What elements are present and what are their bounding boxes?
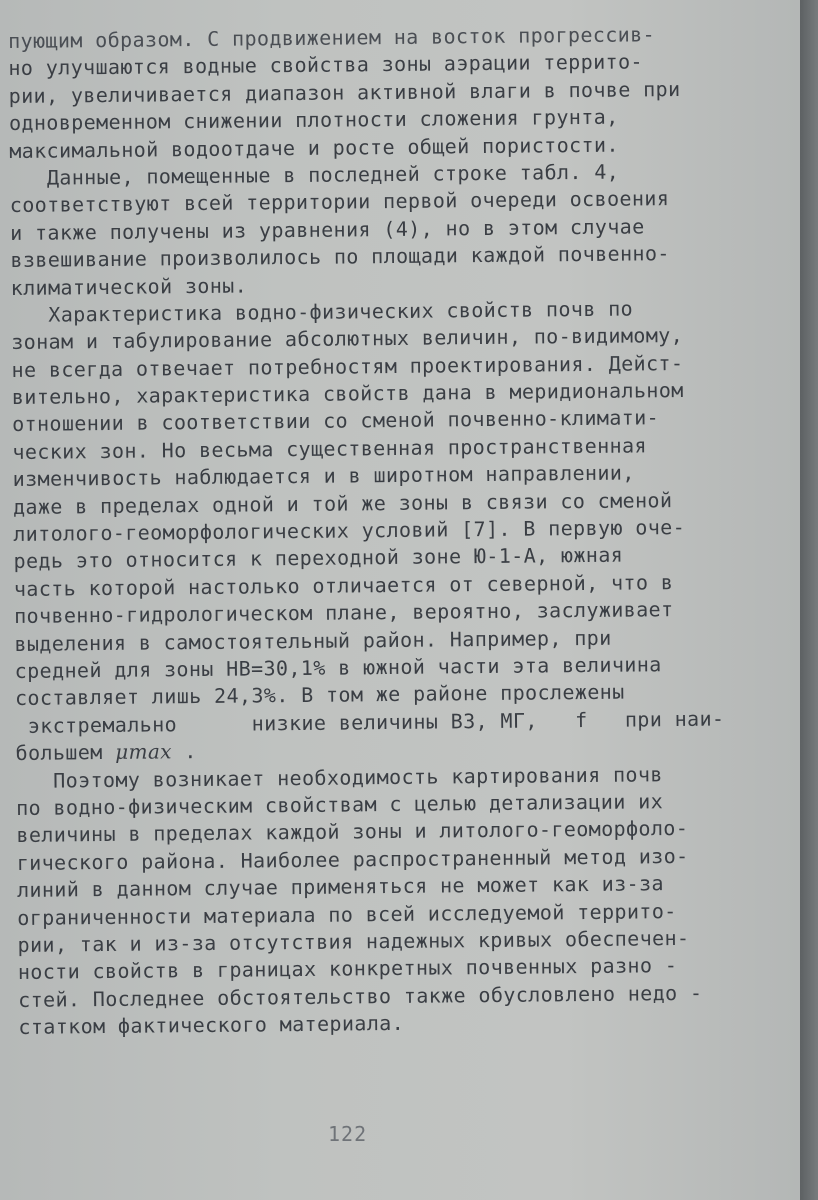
- paragraph-3: [11, 294, 736, 767]
- text-line: отношении в соответствии со сменой почвенно-климати-: [12, 405, 660, 437]
- text-line: рии, так и из-за отсутствия надежных кривых обеспечен-: [17, 925, 690, 957]
- text-line: гического района. Наиболее распространенный метод изо-: [16, 843, 689, 875]
- text-line: зонам и табулирование абсолютных величин, по-видимому,: [11, 323, 684, 355]
- text-line: часть которой настолько отличается от северной, что в: [13, 569, 674, 601]
- paragraph-4: [16, 760, 739, 1041]
- text-line: ограниченности материала по всей исследуемой террито-: [17, 898, 677, 930]
- text-line: составляет лишь 24,3%. В том же районе прослежены: [14, 679, 625, 711]
- body-text: [8, 20, 739, 1041]
- text-line: даже в пределах одной и той же зоны в связи со сменой: [12, 487, 673, 519]
- text-line: одновременном снижении плотности сложения грунта,: [8, 104, 619, 136]
- text-fragment: .: [171, 739, 197, 764]
- text-line: выделения в самостоятельный район. Например, при: [14, 625, 612, 656]
- text-line: максимальной водоотдаче и росте общей пористости.: [9, 132, 620, 163]
- text-line: величины в пределах каждой зоны и литолого-геоморфоло-: [16, 816, 689, 848]
- text-line: Характеристика водно-физических свойств почв по: [10, 296, 634, 327]
- text-line: экстремально низкие величины ВЗ, МГ, f при наи-: [15, 706, 725, 738]
- page-edge-shadow: [800, 0, 818, 1200]
- text-line: взвешивание произволилось по площади каждой почвенно-: [10, 241, 670, 273]
- paragraph-2: [9, 157, 730, 301]
- text-line: вительно, характеристика свойств дана в меридиональном: [11, 378, 684, 410]
- text-line: климатической зоны.: [10, 273, 248, 300]
- text-line: редь это относится к переходной зоне Ю-1-А, южная: [13, 543, 624, 574]
- text-fragment: большем: [15, 740, 116, 766]
- paragraph-1: [8, 20, 729, 164]
- text-line: линий в данном случае применяться не может как из-за: [16, 871, 665, 903]
- text-line: пующим образом. С продвижением на восток прогрессив-: [8, 22, 656, 53]
- text-line: стей. Последнее обстоятельство также обусловлено недо -: [18, 980, 703, 1012]
- text-line: статком фактического материала.: [18, 1010, 405, 1040]
- text-line: ности свойств в границах конкретных почвенных разно -: [17, 953, 678, 985]
- page-number: 122: [328, 1122, 368, 1146]
- formula-mu-max: μmax: [114, 739, 173, 765]
- text-line: Данные, помещенные в последней строке табл. 4,: [9, 159, 620, 190]
- text-line: изменчивость наблюдается и в широтном направлении,: [12, 460, 635, 492]
- text-line: но улучшаются водные свойства зоны аэрации террито-: [8, 49, 644, 81]
- text-line: Поэтому возникает необходимость картирования почв: [15, 761, 663, 793]
- text-line: почвенно-гидрологическом плане, вероятно, заслуживает: [14, 597, 674, 629]
- text-line: по водно-физическим свойствам с целью детализации их: [16, 789, 664, 820]
- text-line: литолого-геоморфологических условий [7]. В первую оче-: [13, 514, 686, 547]
- text-line: рии, увеличивается диапазон активной влаги в почве при: [8, 76, 681, 108]
- text-line: не всегда отвечает потребностям проектирования. Дейст-: [11, 350, 684, 382]
- text-line: средней для зоны НВ=30,1% в южной части эта величина: [14, 652, 662, 683]
- text-line: соответствуют всей территории первой очереди освоения: [9, 186, 670, 218]
- text-line: ческих зон. Но весьма существенная пространственная: [12, 433, 648, 464]
- text-line: и также получены из уравнения (4), но в этом случае: [10, 214, 645, 245]
